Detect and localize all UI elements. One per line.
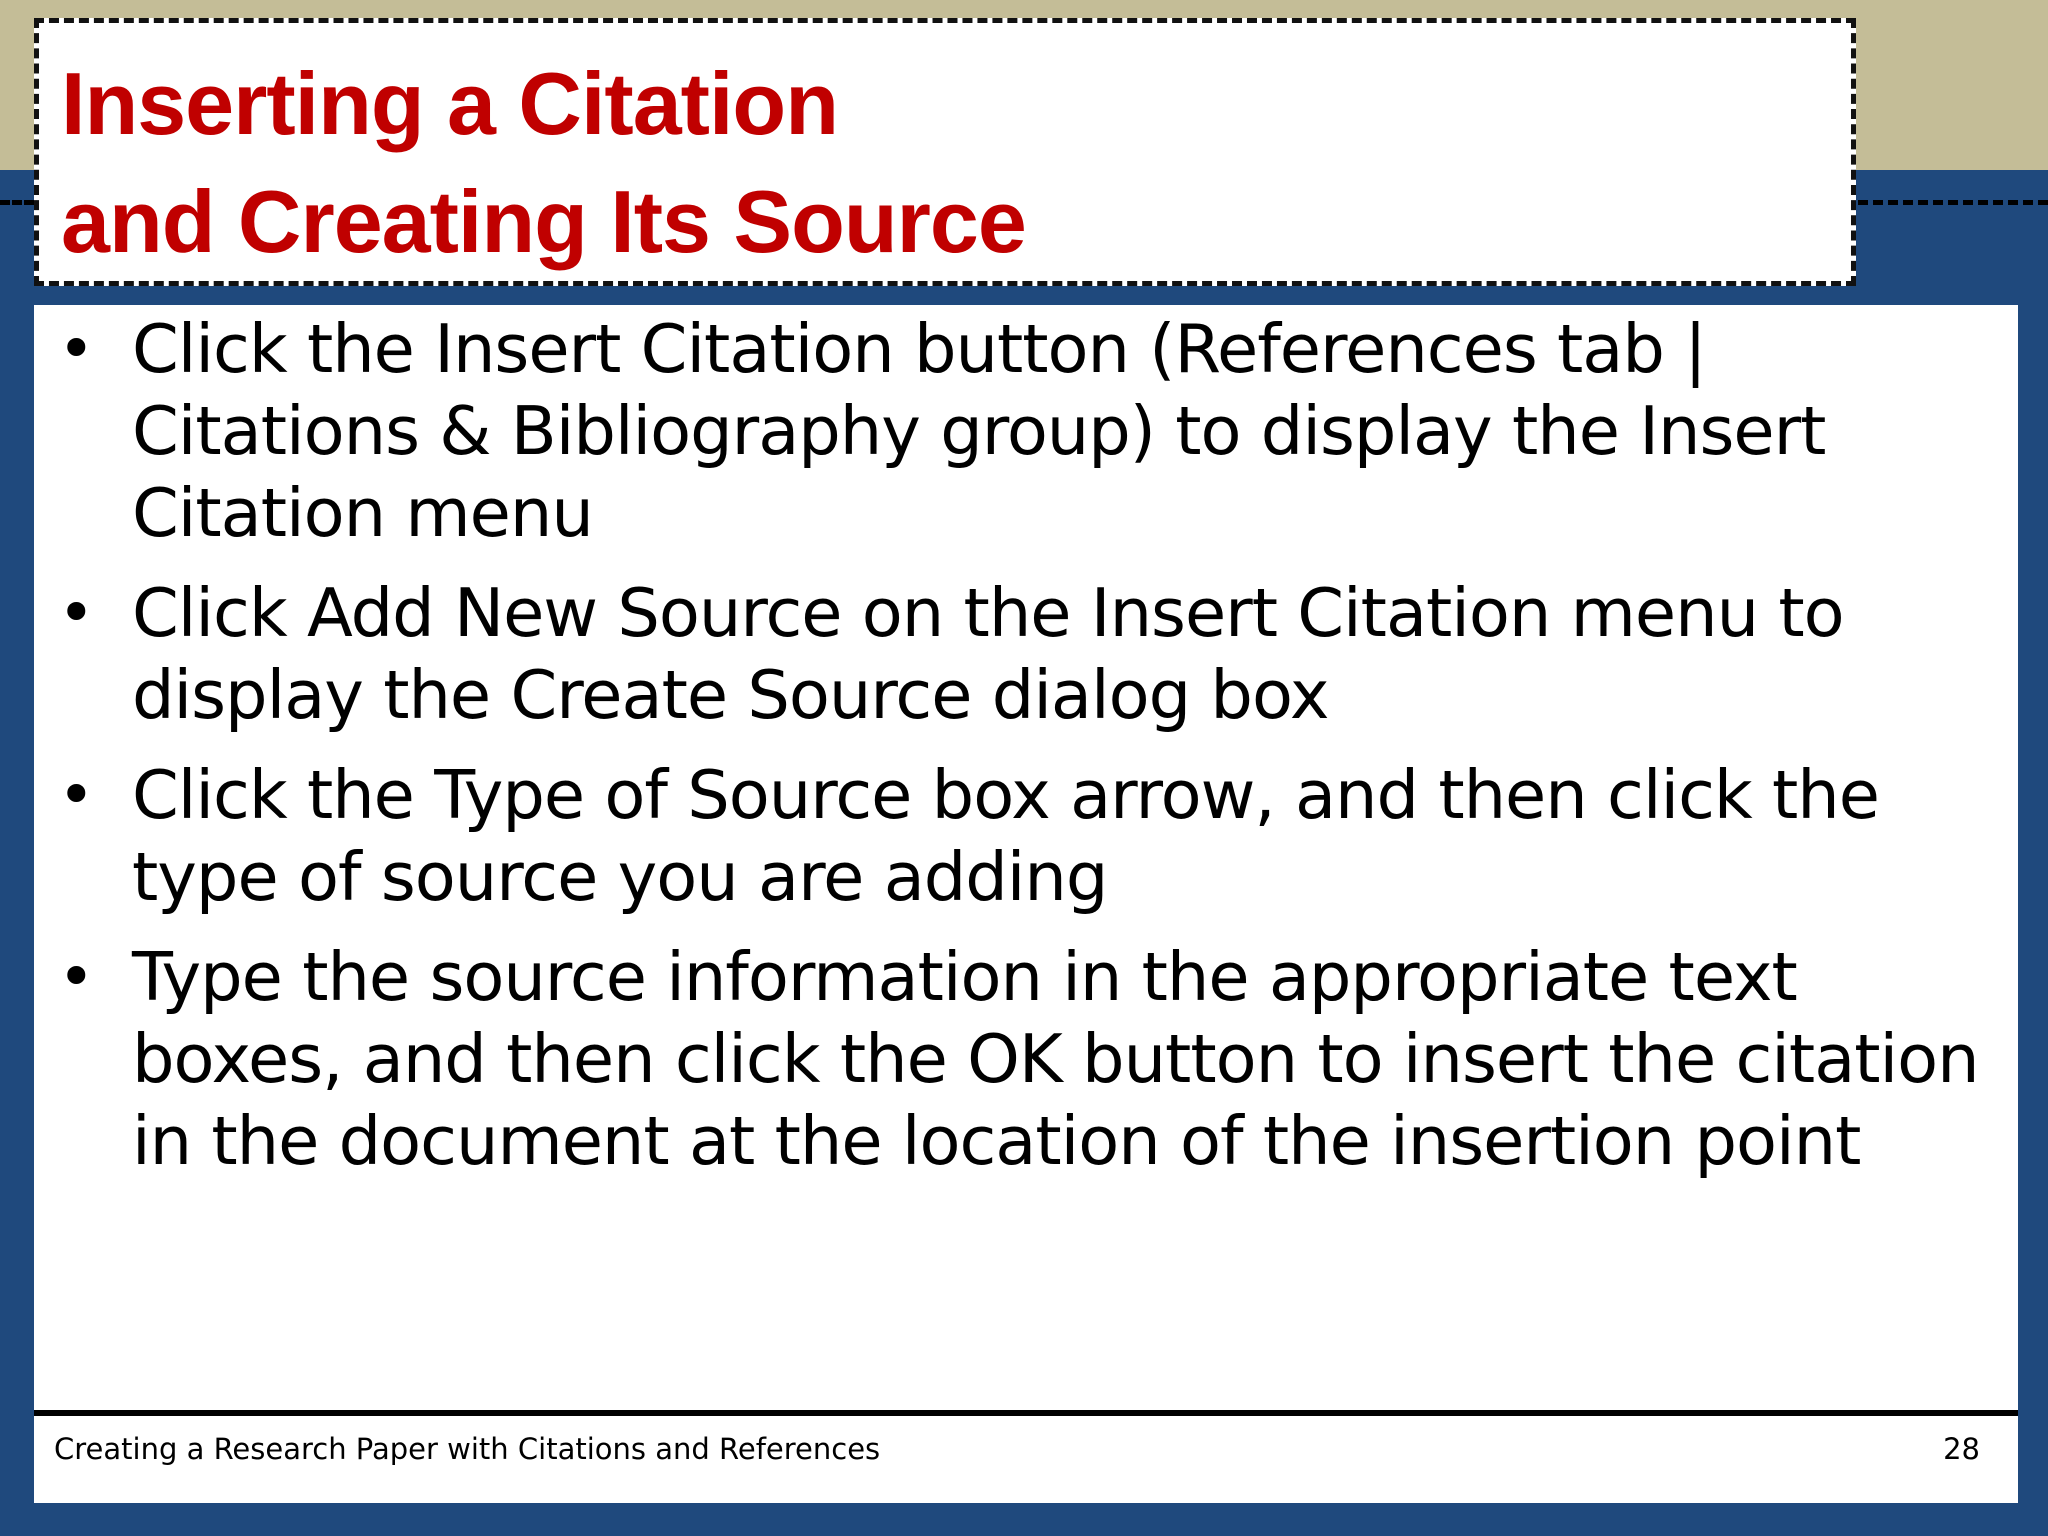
- slide-title: [61, 45, 1026, 281]
- bullet-item: [52, 936, 2012, 1182]
- title-placeholder: [34, 18, 1856, 286]
- bullet-text: Click Add New Source on the Insert Citation menu to display the Create Source dialog box: [132, 574, 1844, 734]
- bullet-text: Click the Type of Source box arrow, and then click the type of source you are adding: [132, 756, 1879, 916]
- bullet-text: Click the Insert Citation button (References tab | Citations & Bibliography group) to display the Insert Citation menu: [132, 310, 1826, 552]
- page-number: 28: [1943, 1432, 1980, 1466]
- bullet-text: Type the source information in the appropriate text boxes, and then click the OK button to insert the citation in the document at the location of the insertion point: [132, 938, 1979, 1180]
- dashed-divider-right: [1858, 200, 2048, 205]
- bullet-dot-icon: •: [58, 940, 94, 1013]
- bullet-dot-icon: •: [58, 576, 94, 649]
- bullet-list: [52, 308, 2012, 1200]
- bullet-item: [52, 572, 2012, 736]
- title-line-1: Inserting a Citation: [61, 54, 838, 153]
- bullet-dot-icon: •: [58, 312, 94, 385]
- bullet-item: [52, 308, 2012, 554]
- footer-divider: [34, 1410, 2018, 1416]
- bullet-dot-icon: •: [58, 758, 94, 831]
- bullet-item: [52, 754, 2012, 918]
- footer-caption: Creating a Research Paper with Citations and References: [54, 1432, 881, 1466]
- dashed-divider-left: [0, 200, 34, 205]
- title-line-2: and Creating Its Source: [61, 172, 1026, 271]
